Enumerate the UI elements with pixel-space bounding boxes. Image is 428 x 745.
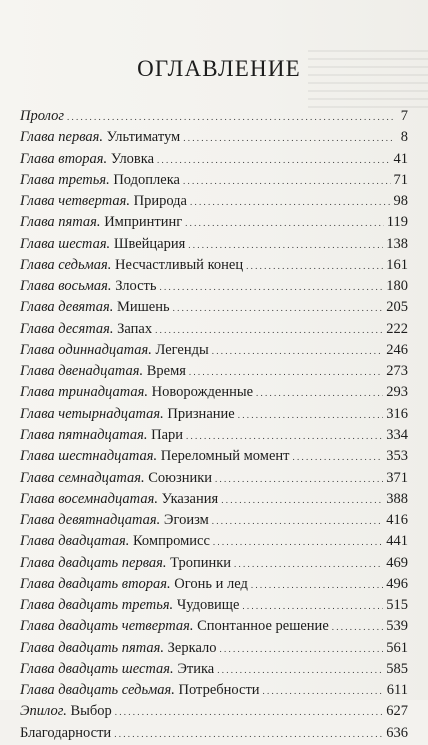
toc-entry-chapter: Глава семнадцатая. [20, 469, 145, 486]
toc-entry-label [20, 659, 214, 680]
toc-leader-dots [242, 595, 383, 617]
toc-entry-chapter: Глава тринадцатая. [20, 384, 148, 401]
toc-entry-label [20, 319, 152, 340]
toc-entry-chapter: Глава пятая. [20, 214, 101, 231]
toc-entry-chapter: Глава четырнадцатая. [20, 405, 164, 422]
toc-entry-label [20, 638, 217, 659]
toc-page-number: 316 [386, 405, 408, 422]
toc-page-number: 388 [386, 490, 408, 507]
toc-leader-dots [332, 616, 384, 638]
toc-entry-chapter: Глава восьмая. [20, 278, 112, 295]
toc-leader-dots [157, 149, 390, 171]
toc-entry-chapter: Глава восемнадцатая. [20, 490, 158, 507]
toc-entry [20, 255, 408, 276]
toc-entry-label [20, 234, 185, 255]
toc-leader-dots [212, 510, 383, 532]
toc-entry-label [20, 616, 329, 637]
toc-entry-title: Пари [147, 426, 184, 443]
toc-page-number: 138 [386, 235, 408, 252]
toc-entry [20, 723, 408, 744]
toc-entry [20, 361, 408, 382]
toc-entry-label [20, 723, 111, 744]
toc-entry-label [20, 255, 243, 276]
toc-entry-label [20, 127, 180, 148]
toc-leader-dots [190, 191, 391, 213]
toc-entry-label [20, 425, 183, 446]
toc-entry [20, 531, 408, 552]
toc-entry [20, 191, 408, 212]
toc-page-number: 71 [393, 171, 408, 188]
toc-page-number: 636 [386, 724, 408, 741]
toc-entry-chapter: Глава седьмая. [20, 256, 112, 273]
toc-entry-label [20, 191, 187, 212]
toc-entry-title: Выбор [66, 703, 112, 720]
toc-leader-dots [188, 234, 383, 256]
toc-entry-chapter: Эпилог. [20, 703, 67, 720]
toc-entry-label [20, 446, 289, 467]
toc-entry-chapter: Глава девятая. [20, 299, 114, 316]
toc-entry-chapter: Глава двенадцатая. [20, 363, 144, 380]
toc-leader-dots [185, 212, 384, 234]
toc-leader-dots [115, 701, 383, 723]
toc-page-number: 8 [400, 129, 408, 146]
toc-entry-title: Чудовище [173, 597, 240, 614]
toc-entry-chapter: Глава пятнадцатая. [20, 426, 148, 443]
toc-entry [20, 340, 408, 361]
toc-entry-title: Импринтинг [100, 214, 183, 231]
toc-leader-dots [173, 297, 384, 319]
toc-entry-title: Огонь и лед [170, 575, 248, 592]
toc-entry-title: Легенды [151, 341, 209, 358]
toc-leader-dots [251, 574, 383, 596]
toc-page-number: 7 [400, 108, 408, 124]
toc-entry [20, 382, 408, 403]
toc-entry-chapter: Пролог [20, 108, 65, 124]
toc-entry-title: Новорожденные [148, 384, 254, 401]
toc-page-number: 273 [386, 363, 408, 380]
toc-entry-title: Спонтанное решение [193, 618, 329, 635]
toc-leader-dots [256, 382, 383, 404]
toc-leader-dots [186, 425, 383, 447]
toc-leader-dots [246, 255, 383, 277]
toc-leader-dots [67, 106, 395, 128]
toc-entry-chapter: Глава двадцать третья. [20, 597, 174, 614]
toc-entry [20, 659, 408, 680]
toc-page-number: 222 [386, 320, 408, 337]
toc-entry-chapter: Глава вторая. [20, 150, 108, 167]
toc-entry-chapter: Глава первая. [20, 129, 104, 146]
toc-leader-dots [234, 553, 383, 575]
toc-entry [20, 234, 408, 255]
toc-entry-label [20, 595, 239, 616]
toc-entry-chapter: Глава одиннадцатая. [20, 341, 152, 358]
toc-entry-title: Запах [113, 320, 153, 337]
toc-entry [20, 638, 408, 659]
toc-entry-label [20, 106, 64, 127]
toc-entry-label [20, 531, 210, 552]
toc-leader-dots [155, 319, 383, 341]
toc-entry-title: Время [143, 363, 186, 380]
toc-page-number: 539 [386, 618, 408, 635]
toc-leader-dots [221, 489, 383, 511]
toc-entry [20, 510, 408, 531]
toc-leader-dots [160, 276, 384, 298]
toc-entry-title: Эгоизм [160, 512, 209, 529]
toc-page-number: 205 [386, 299, 408, 316]
toc-entry [20, 553, 408, 574]
toc-entry [20, 425, 408, 446]
toc-entry-title: Тропинки [166, 554, 232, 571]
toc-entry [20, 106, 408, 127]
toc-entry [20, 616, 408, 637]
toc-page-number: 41 [393, 150, 408, 167]
toc-entry-title: Указания [157, 490, 219, 507]
toc-entry-label [20, 212, 182, 233]
toc-entry-chapter: Глава двадцать вторая. [20, 575, 171, 592]
toc-entry [20, 489, 408, 510]
toc-entry-title: Швейцария [110, 235, 186, 252]
toc-entry-label [20, 276, 157, 297]
toc-page-number: 627 [386, 703, 408, 720]
toc-entry-chapter: Глава двадцать первая. [20, 554, 167, 571]
toc-entry-chapter: Глава девятнадцатая. [20, 512, 161, 529]
toc-entry-title: Мишень [113, 299, 170, 316]
toc-entry [20, 127, 408, 148]
toc-entry-chapter: Глава четвертая. [20, 193, 130, 210]
toc-entry [20, 595, 408, 616]
toc-entry [20, 680, 408, 701]
toc-entry-chapter: Глава двадцать пятая. [20, 639, 165, 656]
toc-entry-title: Подоплека [109, 171, 180, 188]
toc-entry-title: Природа [129, 193, 187, 210]
toc-page-number: 561 [386, 639, 408, 656]
table-of-contents [20, 106, 408, 744]
toc-entry-label [20, 404, 235, 425]
toc-page-number: 119 [386, 214, 408, 231]
toc-entry [20, 149, 408, 170]
toc-entry-chapter: Глава десятая. [20, 320, 114, 337]
toc-leader-dots [213, 531, 383, 553]
toc-page-number: 416 [386, 512, 408, 529]
toc-page-number: 441 [386, 533, 408, 550]
toc-entry-label [20, 297, 170, 318]
toc-entry-chapter: Глава третья. [20, 171, 110, 188]
toc-page-number: 585 [386, 660, 408, 677]
toc-page-number: 98 [393, 193, 408, 210]
toc-entry [20, 319, 408, 340]
toc-entry-title: Признание [163, 405, 235, 422]
toc-leader-dots [217, 659, 383, 681]
toc-entry [20, 574, 408, 595]
toc-page-number: 334 [386, 426, 408, 443]
toc-leader-dots [212, 340, 384, 362]
toc-page-number: 611 [386, 682, 408, 699]
toc-entry [20, 170, 408, 191]
toc-entry-chapter: Глава двадцать шестая. [20, 660, 174, 677]
toc-entry-title: Злость [111, 278, 157, 295]
toc-page-number: 515 [386, 597, 408, 614]
toc-entry-title: Союзники [144, 469, 213, 486]
toc-entry-title: Компромисс [129, 533, 210, 550]
toc-leader-dots [189, 361, 383, 383]
toc-leader-dots [183, 170, 391, 192]
toc-entry-title: Несчастливый конец [111, 256, 244, 273]
toc-entry-title: Зеркало [164, 639, 217, 656]
toc-entry-title: Переломный момент [157, 448, 290, 465]
toc-entry-label [20, 701, 112, 722]
toc-entry [20, 446, 408, 467]
toc-entry-label [20, 361, 186, 382]
toc-entry-title: Уловка [107, 150, 155, 167]
toc-leader-dots [238, 404, 384, 426]
toc-entry-chapter: Глава шестнадцатая. [20, 448, 158, 465]
toc-entry-label [20, 468, 212, 489]
toc-entry [20, 468, 408, 489]
toc-entry-label [20, 510, 209, 531]
toc-page-number: 469 [386, 554, 408, 571]
toc-entry-label [20, 149, 154, 170]
toc-entry-label [20, 553, 231, 574]
toc-entry-title: Ультиматум [103, 129, 181, 146]
toc-entry-chapter: Глава двадцать четвертая. [20, 618, 194, 635]
toc-page-number: 353 [386, 448, 408, 465]
toc-entry-label [20, 382, 253, 403]
toc-entry-chapter: Глава двадцатая. [20, 533, 130, 550]
toc-page-number: 293 [386, 384, 408, 401]
toc-entry [20, 404, 408, 425]
toc-entry-label [20, 170, 180, 191]
toc-leader-dots [114, 723, 383, 745]
toc-entry-title: Этика [173, 660, 215, 677]
toc-entry-title: Потребности [174, 682, 260, 699]
toc-page-number: 246 [386, 341, 408, 358]
toc-entry-chapter: Глава двадцать седьмая. [20, 682, 175, 699]
page-title: ОГЛАВЛЕНИЕ [137, 56, 301, 81]
toc-page-number: 161 [386, 256, 408, 273]
toc-leader-dots [292, 446, 383, 468]
toc-entry [20, 701, 408, 722]
toc-entry-label [20, 574, 248, 595]
toc-leader-dots [220, 638, 384, 660]
toc-entry [20, 297, 408, 318]
toc-entry-title: Благодарности [20, 724, 112, 741]
toc-entry-label [20, 340, 209, 361]
toc-entry [20, 276, 408, 297]
toc-entry [20, 212, 408, 233]
toc-entry-label [20, 489, 218, 510]
toc-entry-chapter: Глава шестая. [20, 235, 111, 252]
toc-leader-dots [215, 468, 383, 490]
toc-page-number: 496 [386, 575, 408, 592]
toc-page-number: 371 [386, 469, 408, 486]
toc-leader-dots [263, 680, 384, 702]
toc-entry-label [20, 680, 260, 701]
toc-page-number: 180 [386, 278, 408, 295]
toc-leader-dots [183, 127, 395, 149]
